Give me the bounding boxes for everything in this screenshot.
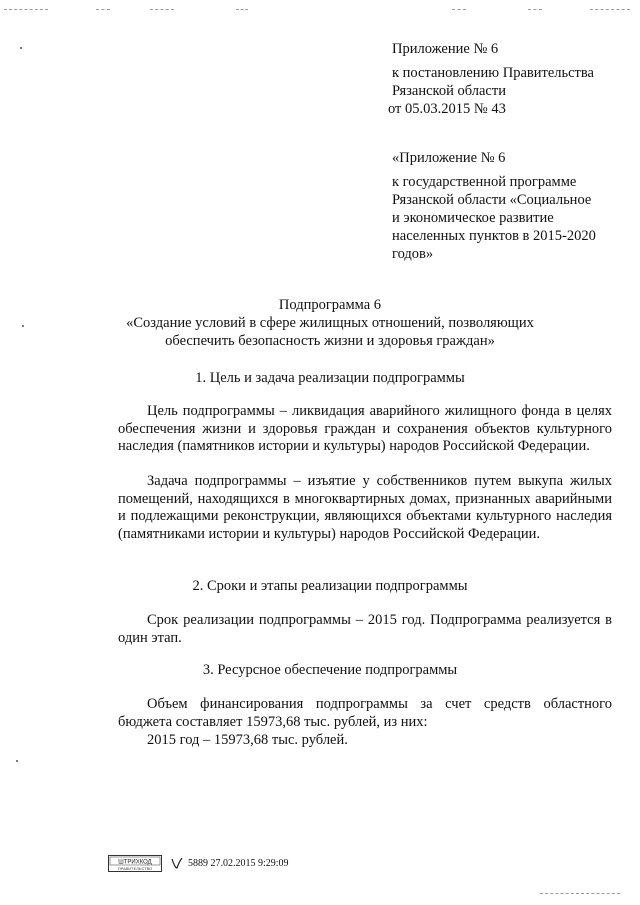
section-1-goal-paragraph: Цель подпрограммы – ликвидация аварийного жилищного фонда в целях обеспечения жизни и здоровья граждан и сохранения объектов культурного наследия (памятников истории и культуры) народов Российской Федерации. — [118, 403, 612, 454]
scan-artifact-line — [150, 9, 174, 11]
scan-artifact-line — [4, 9, 48, 11]
stamp-caption: ПРАВИТЕЛЬСТВО — [117, 865, 153, 871]
scan-artifact-line — [590, 9, 630, 11]
scan-artifact-line — [540, 893, 620, 895]
section-3-heading: 3. Ресурсное обеспечение подпрограммы — [202, 662, 458, 678]
program-appendix-block — [392, 149, 622, 263]
scan-artifact-line — [452, 9, 466, 11]
section-1-task-paragraph: Задача подпрограммы – изъятие у собственников путем выкупа жилых помещений, находящихся в многоквартирных домах, признанных аварийными и подлежащими реконструкции, являющихся объектами культурного наследия (памятниками истории и культуры) народов Российской Федерации. — [118, 473, 612, 542]
subprogram-name-line: «Создание условий в сфере жилищных отношений, позволяющих — [126, 315, 534, 331]
subprogram-title-block — [100, 296, 560, 350]
scan-speck — [16, 760, 18, 762]
barcode-stamp-icon — [108, 855, 162, 872]
registration-footer — [108, 853, 289, 873]
scan-artifact-line — [96, 9, 110, 11]
appendix-line: Рязанской области «Социальное — [392, 192, 592, 208]
section-1-heading: 1. Цель и задача реализации подпрограммы — [195, 370, 465, 386]
scan-speck — [20, 47, 22, 49]
appendix-line: населенных пунктов в 2015-2020 — [392, 228, 596, 244]
section-3-paragraph: Объем финансирования подпрограммы за счет средств областного бюджета составляет 15973,68 тыс. рублей, из них: — [118, 696, 612, 730]
scan-artifact-line — [236, 9, 248, 11]
stamp-text: ШТРИХКОД — [118, 859, 152, 865]
scan-speck — [22, 325, 24, 327]
appendix-title: «Приложение № 6 — [392, 150, 506, 166]
appendix-title: Приложение № 6 — [392, 41, 499, 57]
government-appendix-block — [388, 40, 622, 118]
appendix-line: к постановлению Правительства — [392, 65, 594, 81]
appendix-date: от 05.03.2015 № 43 — [388, 101, 506, 117]
subprogram-heading: Подпрограмма 6 — [278, 297, 382, 313]
subprogram-name-line: обеспечить безопасность жизни и здоровья граждан» — [165, 333, 495, 349]
scan-artifact-line — [528, 9, 542, 11]
section-2-heading: 2. Сроки и этапы реализации подпрограммы — [192, 578, 468, 594]
appendix-line: годов» — [392, 246, 434, 262]
appendix-line: к государственной программе — [392, 174, 577, 190]
appendix-line: и экономическое развитие — [392, 210, 554, 226]
appendix-line: Рязанской области — [392, 83, 506, 99]
handwritten-v-mark-icon — [170, 856, 184, 870]
section-2-paragraph: Срок реализации подпрограммы – 2015 год. Подпрограмма реализуется в один этап. — [118, 612, 612, 646]
funding-year-line: 2015 год – 15973,68 тыс. рублей. — [147, 732, 348, 748]
registration-info: 5889 27.02.2015 9:29:09 — [188, 857, 289, 869]
